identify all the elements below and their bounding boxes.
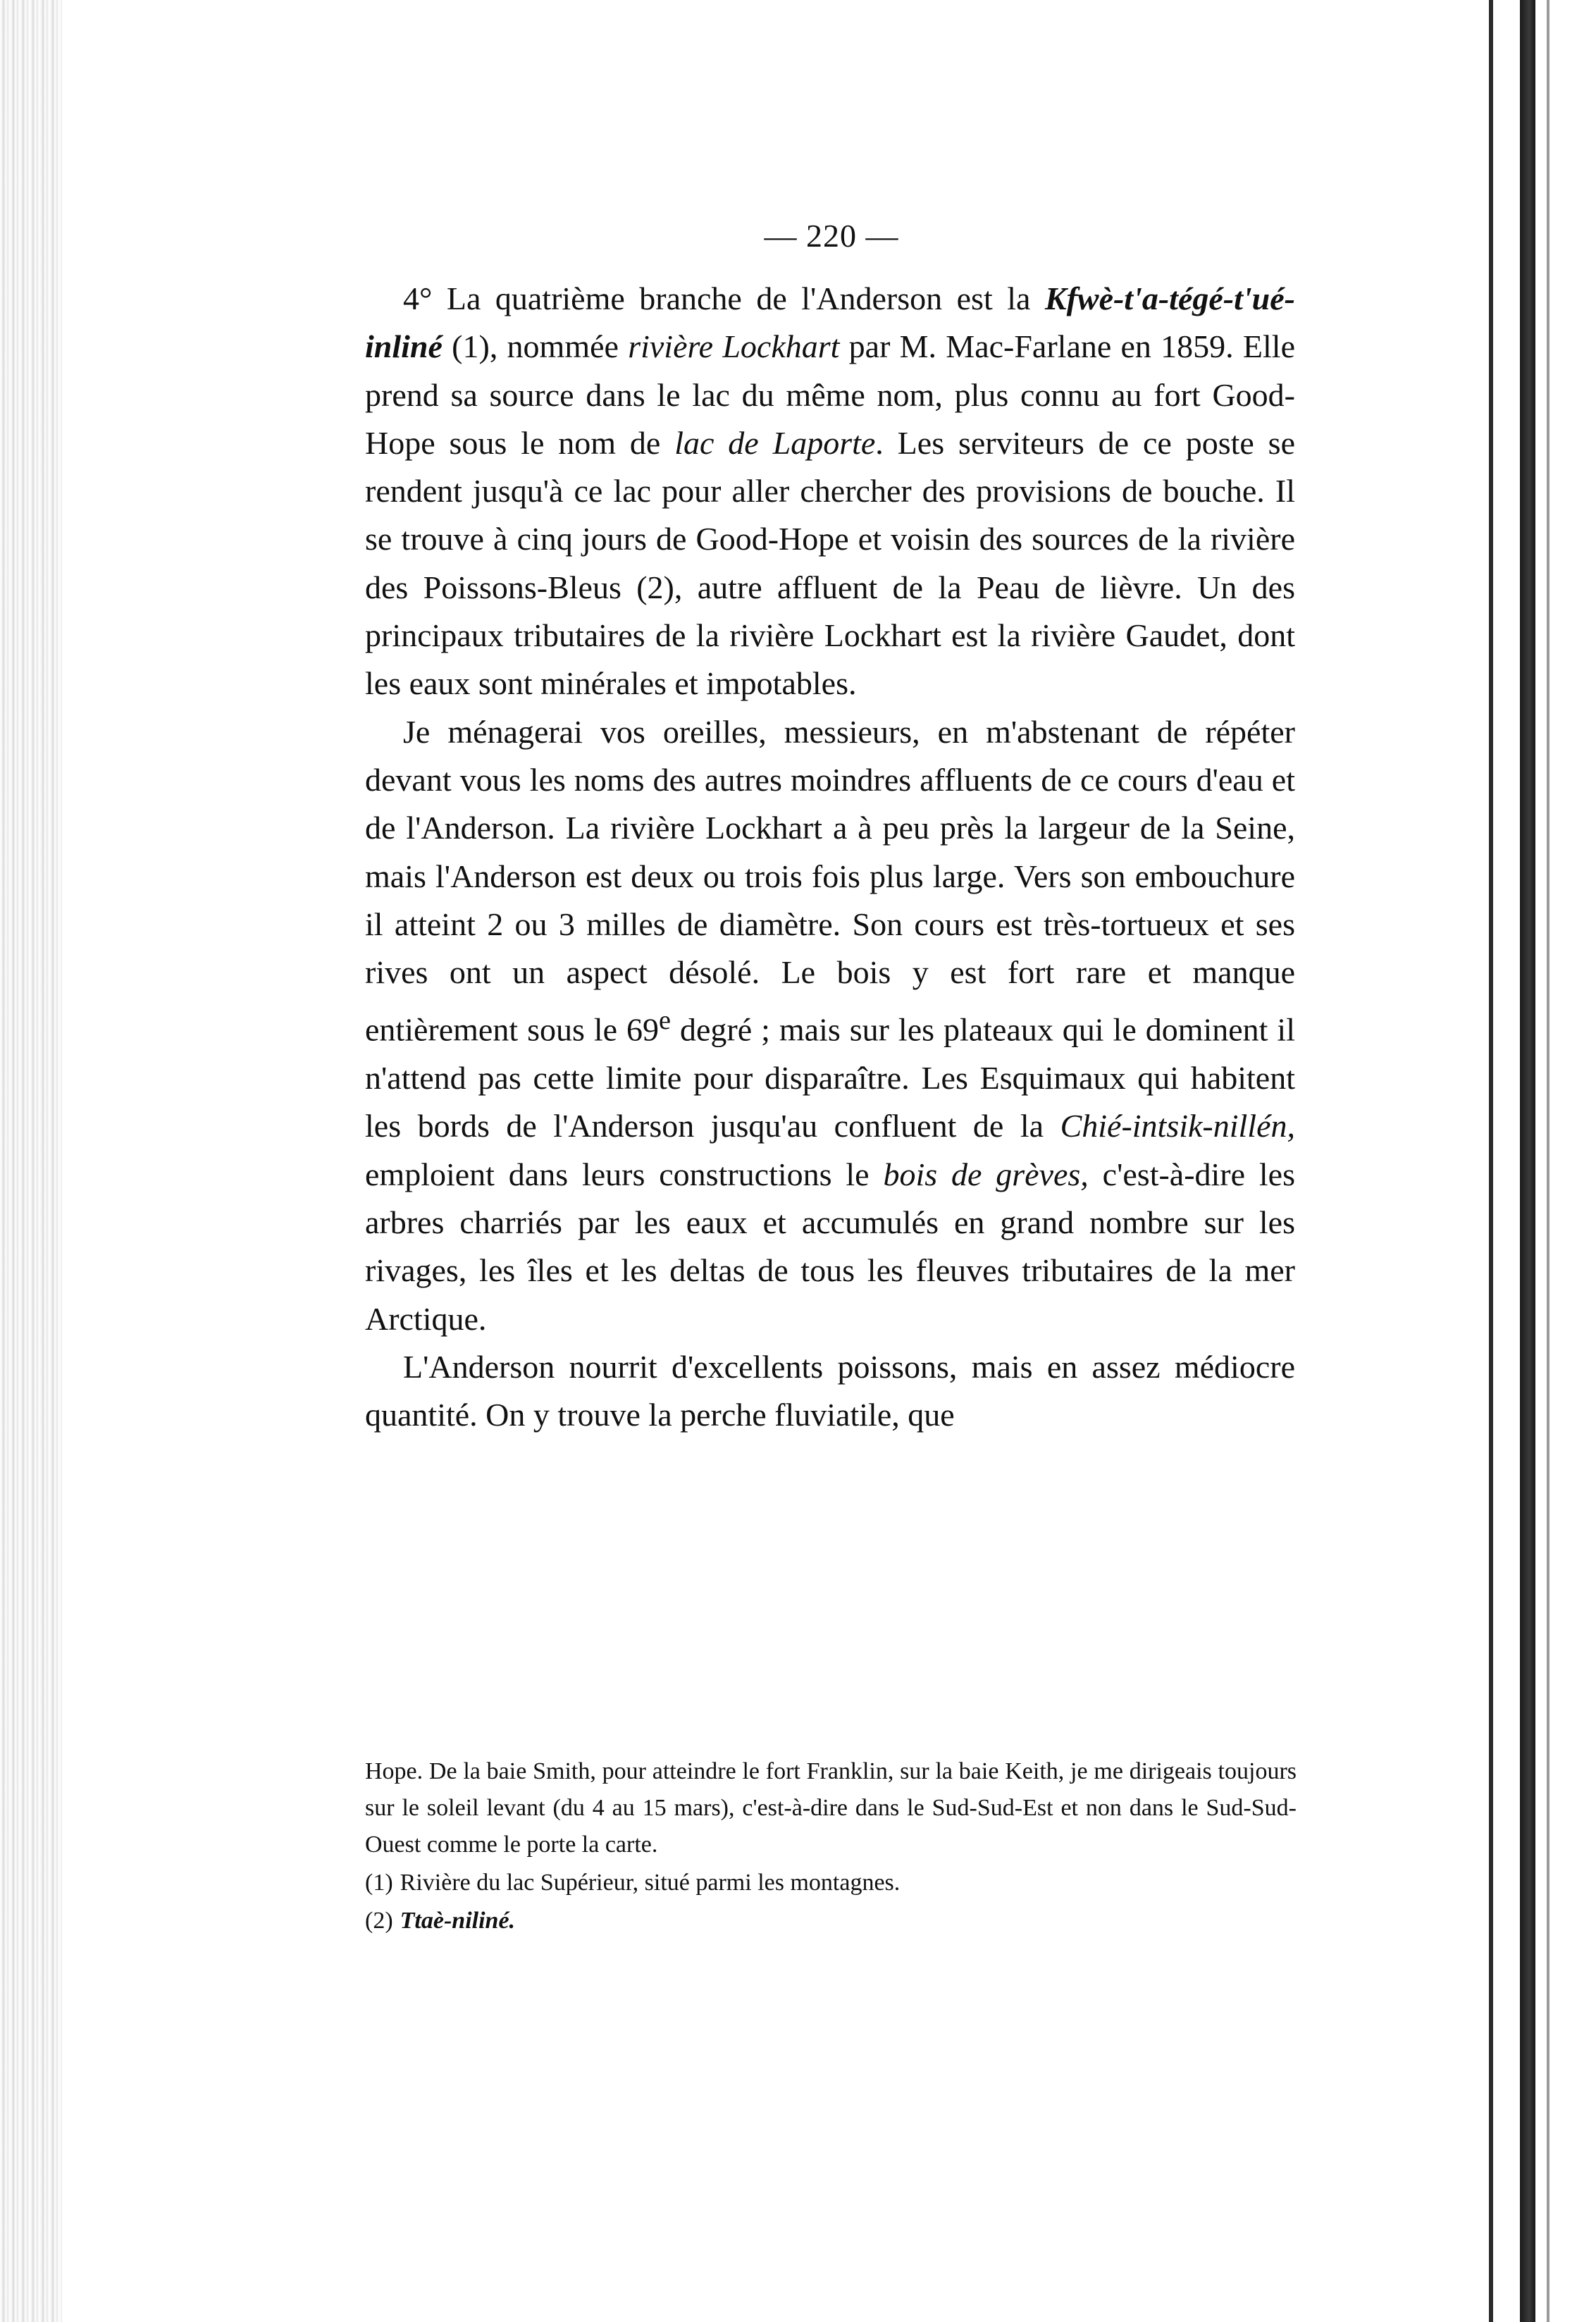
paragraph-2: [365, 708, 1295, 1343]
wood-term: bois de grèves,: [883, 1156, 1089, 1192]
page-number: — 220 —: [764, 218, 899, 254]
text-run: par M. Mac-Farlane en 1859. Elle prend sa source dans le lac du même nom, plus connu au fort Good-Hope sous le nom de: [365, 328, 1295, 461]
text-run: emploient dans leurs constructions le: [365, 1156, 884, 1192]
degree-superscript: e: [659, 1006, 672, 1036]
footnote-2-text: Ttaè-niliné.: [400, 1908, 516, 1934]
text-run: 4° La quatrième branche de l'Anderson est la: [403, 280, 1045, 316]
page-edge-shadow: [1547, 0, 1549, 2322]
book-binding-band: [1520, 0, 1535, 2322]
text-run: c'est-à-dire les arbres charriés par les eaux et accumulés en grand nombre sur les rivages, les îles et les deltas de tous les fleuves tributaires de la mer Arctique.: [365, 1156, 1295, 1337]
paragraph-1: [365, 275, 1295, 708]
text-run: L'Anderson nourrit d'excellents poissons, mais en assez médiocre quantité. On y trouve la perche fluviatile, que: [365, 1348, 1295, 1433]
footnotes: [365, 1753, 1297, 1939]
main-text: [365, 275, 1295, 1439]
footnote-1-text: Rivière du lac Supérieur, situé parmi les montagnes.: [400, 1870, 901, 1896]
page-edge-line: [1489, 0, 1493, 2322]
native-river-name: Kfwè-t'a-tégé-t'ué-inliné: [365, 280, 1295, 365]
text-run: (1), nommée: [442, 328, 629, 365]
footnote-1-mark: (1): [365, 1870, 393, 1896]
footnote-1: [365, 1865, 1297, 1901]
paragraph-3: [365, 1343, 1295, 1440]
text-run: . Les serviteurs de ce poste se rendent jusqu'à ce lac pour aller chercher des provisions de bouche. Il se trouve à cinq jours de Good-Hope et voisin des sources de la rivière des Poissons-Bleus (2), autre affluent de la Peau de lièvre. Un des principaux tributaires de la rivière Lockhart est la rivière Gaudet, dont les eaux sont minérales et impotables.: [365, 424, 1295, 702]
footnote-2: [365, 1903, 1297, 1939]
text-run: Je ménagerai vos oreilles, messieurs, en m'abstenant de répéter devant vous les noms des autres moindres affluents de ce cours d'eau et de l'Anderson. La rivière Lockhart a à peu près la largeur de la Seine, mais l'Anderson est deux ou trois fois plus large. Vers son embouchure il atteint 2 ou 3 milles de diamètre. Son cours est très-tortueux et ses rives ont un aspect désolé. Le bois y est fort rare et manque entièrement sous le 69: [365, 713, 1295, 1048]
river-name: rivière Lockhart: [628, 328, 840, 365]
scan-left-edge: [0, 0, 62, 2322]
footnote-2-mark: (2): [365, 1908, 393, 1934]
scan-right-edge: [1476, 0, 1596, 2322]
text-run: degré ; mais sur les plateaux qui le dominent il n'attend pas cette limite pour disparaître. Les Esquimaux qui habitent les bords de l'Anderson jusqu'au confluent de la: [365, 1011, 1295, 1144]
footnote-continuation: Hope. De la baie Smith, pour atteindre le fort Franklin, sur la baie Keith, je me dirigeais toujours sur le soleil levant (du 4 au 15 mars), c'est-à-dire dans le Sud-Sud-Est et non dans le Sud-Sud-Ouest comme le porte la carte.: [365, 1758, 1297, 1858]
lake-name: lac de Laporte: [674, 424, 876, 461]
confluent-name: Chié-intsik-nillén,: [1060, 1108, 1295, 1144]
